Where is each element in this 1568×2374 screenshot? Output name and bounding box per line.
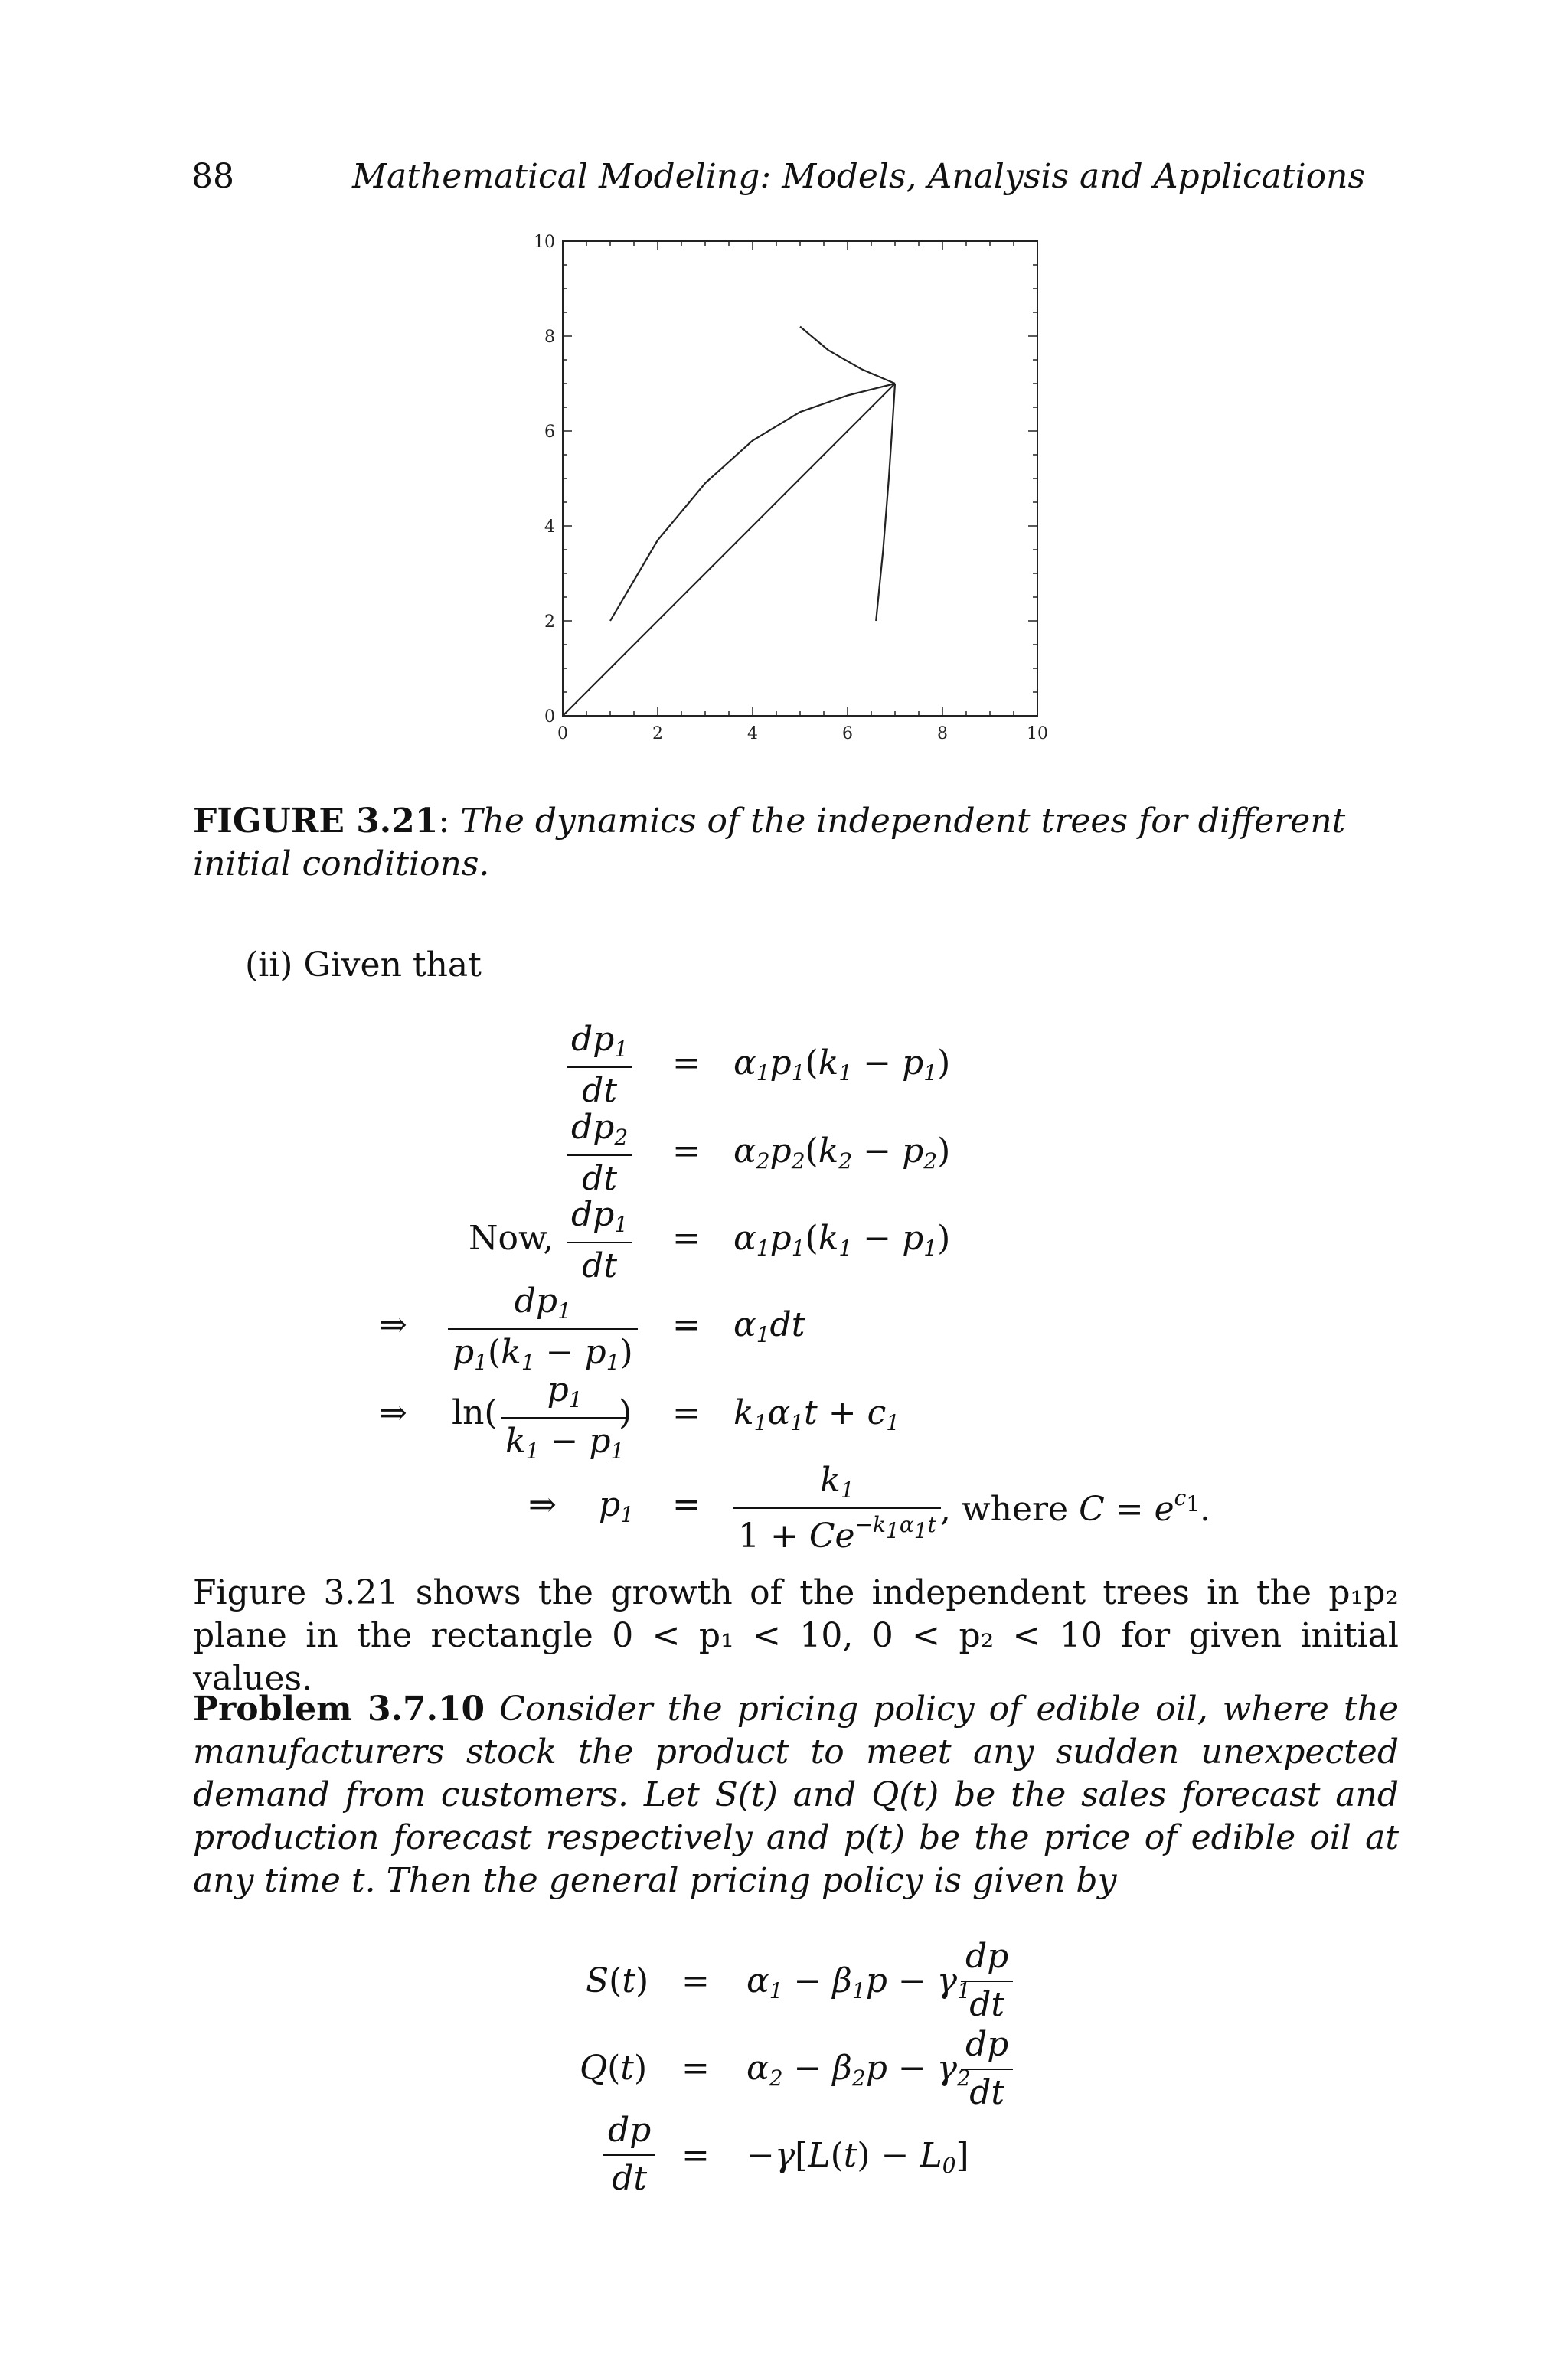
x-tick-label: 6 (842, 724, 853, 743)
body-paragraph: Figure 3.21 shows the growth of the independent trees in the p₁p₂ plane in the rectangle 0 < p₁ < 10, 0 < p₂ < 10 for given initial values. (193, 1573, 1399, 1698)
equals-sign: = (681, 2136, 710, 2175)
where-clause: , where $C = e^{c_1}$. (940, 1485, 1211, 1529)
caption-label: FIGURE 3.21 (193, 802, 439, 841)
equation-rhs-2: $\alpha_2p_2(k_2 - p_2)$ (733, 1131, 951, 1174)
fraction-p1-over-k1-minus-p1: $\frac{p_1}{k_1 - p_1}$ (501, 1370, 629, 1464)
equation-rhs-5: $k_1\alpha_1t + c_1$ (733, 1393, 900, 1435)
x-tick-label: 10 (1027, 724, 1048, 743)
q-of-t: Q(t) (580, 2049, 648, 2088)
x-tick-label: 0 (557, 724, 568, 743)
implies-arrow: ⇒ (379, 1305, 407, 1344)
problem-statement (193, 1688, 1399, 1902)
fraction-dp-dt: $\frac{dp}{dt}$ (961, 2025, 1013, 2112)
where-text: , where (940, 1490, 1080, 1529)
series-line-trajectory-3 (800, 327, 895, 384)
running-header-title: Mathematical Modeling: Models, Analysis and Applications (352, 157, 1366, 196)
fraction-dp1-over-p1: $\frac{dp_1}{p_1(k_1 - p_1)}$ (448, 1282, 638, 1375)
figure-3-21-plot (490, 226, 1072, 762)
y-tick-label: 10 (534, 233, 555, 252)
equals-sign: = (672, 1305, 701, 1344)
p1-label: $p_1$ (599, 1485, 634, 1527)
fraction-dp-dt: $\frac{dp}{dt}$ (603, 2111, 655, 2198)
series-line-trajectory-2 (610, 384, 895, 621)
y-tick-label: 6 (544, 423, 555, 442)
figure-caption: FIGURE 3.21: The dynamics of the independent trees for different initial conditions. (193, 802, 1346, 883)
x-tick-label: 4 (747, 724, 758, 743)
fraction-dp-dt: $\frac{dp}{dt}$ (961, 1937, 1013, 2024)
y-tick-label: 0 (544, 707, 555, 727)
fraction-dp1-dt: $\frac{dp_1}{dt}$ (567, 1195, 632, 1285)
caption-text: The dynamics of the independent trees for different initial conditions. (193, 802, 1346, 883)
problem-label: Problem 3.7.10 (193, 1690, 485, 1729)
equals-sign: = (672, 1393, 701, 1432)
equation-rhs-4: $\alpha_1dt$ (733, 1305, 805, 1347)
ln-close: ) (619, 1393, 632, 1432)
equation-rhs-3: $\alpha_1p_1(k_1 - p_1)$ (733, 1219, 951, 1261)
x-tick-label: 2 (652, 724, 663, 743)
equation-dpdt-rhs: $-\gamma[L(t) - L_0]$ (746, 2136, 969, 2178)
ln-open: ln( (452, 1393, 498, 1432)
equals-sign: = (672, 1131, 701, 1171)
equation-rhs-1: $\alpha_1p_1(k_1 - p_1)$ (733, 1043, 951, 1086)
implies-arrow: ⇒ (379, 1393, 407, 1432)
fraction-logistic-solution: $\frac{k_1}{1 + Ce^{-k_1\alpha_1t}}$ (733, 1461, 941, 1556)
series-line-trajectory-4 (876, 384, 895, 621)
y-tick-label: 2 (544, 612, 555, 632)
equation-q-rhs: $\alpha_2 - \beta_2p - \gamma_2$ (746, 2049, 971, 2091)
fraction-dp2-dt: $\frac{dp_2}{dt}$ (567, 1108, 632, 1198)
equals-sign: = (672, 1043, 701, 1083)
equals-sign: = (672, 1485, 701, 1524)
y-tick-label: 4 (544, 518, 555, 537)
y-tick-label: 8 (544, 328, 555, 347)
page-number: 88 (191, 157, 234, 196)
given-intro: (ii) Given that (245, 945, 482, 985)
now-label: Now, (469, 1219, 554, 1258)
equals-sign: = (681, 2049, 710, 2088)
series-line-trajectory-1 (563, 384, 895, 716)
s-of-t: S(t) (586, 1961, 649, 2000)
equals-sign: = (681, 1961, 710, 2000)
problem-text: Consider the pricing policy of edible oil, where the manufacturers stock the product to meet any sudden unexpected demand from customers. Let S(t) and Q(t) be the sales forecast and production forecast respectively and p(t) be the price of edible oil at any time t. Then the general pricing policy is given by (193, 1690, 1399, 1900)
x-tick-label: 8 (937, 724, 948, 743)
equals-sign: = (672, 1219, 701, 1258)
fraction-dp1-dt: $\frac{dp_1}{dt}$ (567, 1020, 632, 1110)
implies-arrow: ⇒ (528, 1485, 557, 1524)
equation-s-rhs: $\alpha_1 - \beta_1p - \gamma_1$ (746, 1961, 971, 2003)
